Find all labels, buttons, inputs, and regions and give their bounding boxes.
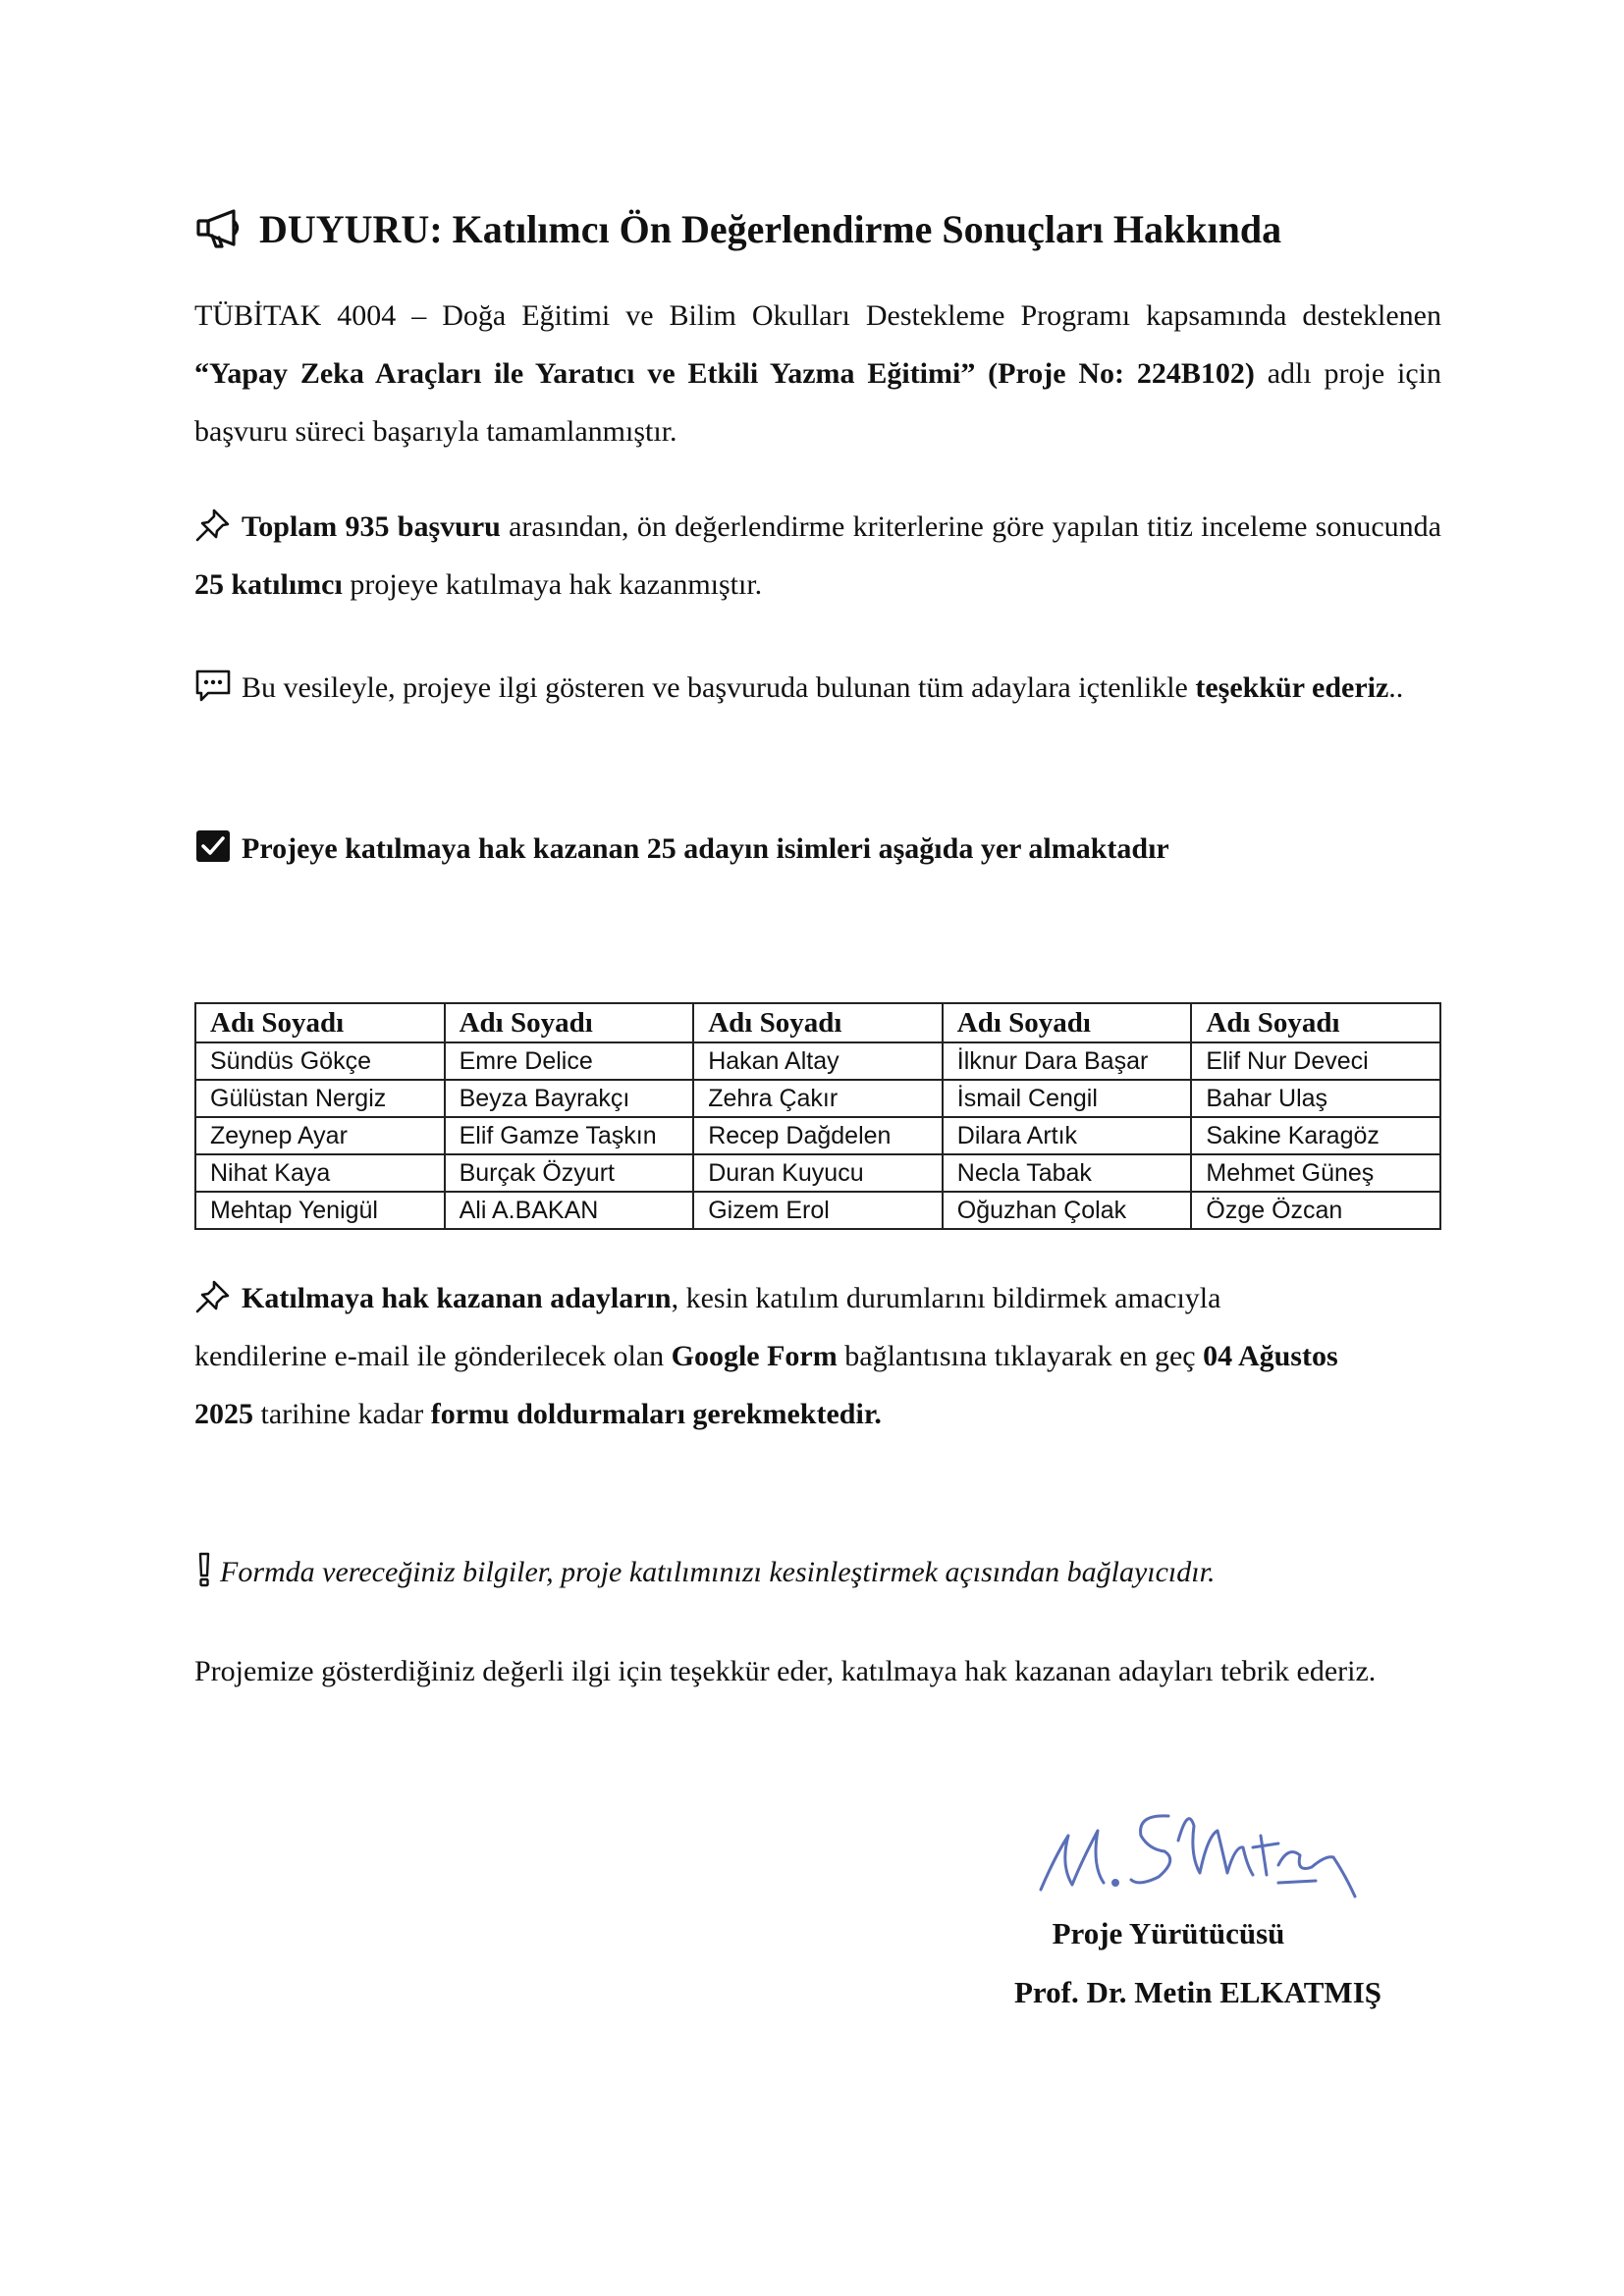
participants-table [194, 1002, 1441, 1230]
participant-name: Hakan Altay [693, 1042, 943, 1080]
participant-name: Burçak Özyurt [445, 1154, 694, 1192]
thanks-bold: teşekkür ederiz [1195, 671, 1389, 704]
participant-name: İsmail Cengil [943, 1080, 1192, 1117]
thanks-text-1: Bu vesileyle, projeye ilgi gösteren ve başvuruda bulunan tüm adaylara içtenlikle [242, 671, 1196, 704]
intro-paragraph [194, 287, 1441, 460]
participant-name: Necla Tabak [943, 1154, 1192, 1192]
participant-name: Oğuzhan Çolak [943, 1192, 1192, 1229]
table-row [195, 1042, 1440, 1080]
form-text-3: tarihine kadar [253, 1398, 431, 1430]
participant-name: Elif Nur Deveci [1191, 1042, 1440, 1080]
thanks-text-2: .. [1388, 671, 1404, 704]
participant-name: Beyza Bayrakçı [445, 1080, 694, 1117]
table-header-row [195, 1003, 1440, 1042]
table-row [195, 1117, 1440, 1154]
column-header: Adı Soyadı [943, 1003, 1192, 1042]
eligible-candidates: Katılmaya hak kazanan adayların [242, 1282, 672, 1314]
participant-name: Recep Dağdelen [693, 1117, 943, 1154]
note-text: Formda vereceğiniz bilgiler, proje katılımınızı kesinleştirmek açısından bağlayıcıdır. [220, 1556, 1216, 1588]
participant-name: Nihat Kaya [195, 1154, 445, 1192]
closing-paragraph [194, 1642, 1441, 1700]
megaphone-icon [194, 207, 249, 250]
form-paragraph [194, 1269, 1353, 1443]
participant-name: Zeynep Ayar [195, 1117, 445, 1154]
stats-text-1: arasından, ön değerlendirme kriterlerine göre yapılan titiz inceleme sonucunda [500, 510, 1441, 543]
participant-count: 25 katılımcı [194, 568, 343, 601]
form-text-2: bağlantısına tıklayarak en geç [837, 1340, 1204, 1372]
pushpin-icon [194, 507, 232, 542]
form-requirement: formu doldurmaları gerekmektedir. [430, 1398, 882, 1430]
column-header: Adı Soyadı [693, 1003, 943, 1042]
participant-name: Zehra Çakır [693, 1080, 943, 1117]
project-name: “Yapay Zeka Araçları ile Yaratıcı ve Etkili Yazma Eğitimi” (Proje No: 224B102) [194, 357, 1255, 390]
checkbox-icon [194, 828, 232, 864]
speech-bubble-icon [194, 667, 232, 703]
table-row [195, 1154, 1440, 1192]
list-heading-text: Projeye katılmaya hak kazanan 25 adayın isimleri aşağıda yer almaktadır [242, 832, 1169, 865]
form-text-1: , kesin katılım durumlarını bildirmek amacıyla kendilerine e-mail ile gönderilecek olan [194, 1282, 1221, 1372]
participant-name: Elif Gamze Taşkın [445, 1117, 694, 1154]
google-form-label: Google Form [671, 1340, 838, 1372]
list-heading [194, 820, 1441, 878]
deadline-date: 04 Ağustos 2025 [194, 1340, 1338, 1430]
intro-text-1: TÜBİTAK 4004 – Doğa Eğitimi ve Bilim Okulları Destekleme Programı kapsamında desteklenen [194, 299, 1441, 332]
column-header: Adı Soyadı [1191, 1003, 1440, 1042]
participant-name: İlknur Dara Başar [943, 1042, 1192, 1080]
column-header: Adı Soyadı [445, 1003, 694, 1042]
note-paragraph [194, 1543, 1441, 1601]
pushpin-icon [194, 1278, 232, 1313]
participant-name: Dilara Artık [943, 1117, 1192, 1154]
participant-name: Sakine Karagöz [1191, 1117, 1440, 1154]
participant-name: Gizem Erol [693, 1192, 943, 1229]
signature-name: Prof. Dr. Metin ELKATMIŞ [1014, 1975, 1381, 2009]
table-row [195, 1080, 1440, 1117]
table-row [195, 1192, 1440, 1229]
title-text: DUYURU: Katılımcı Ön Değerlendirme Sonuçları Hakkında [259, 206, 1282, 251]
stats-paragraph [194, 498, 1441, 614]
participant-name: Mehtap Yenigül [195, 1192, 445, 1229]
announcement-title [194, 199, 1441, 258]
stats-text-2: projeye katılmaya hak kazanmıştır. [342, 568, 763, 601]
signature-role: Proje Yürütücüsü [1052, 1916, 1285, 1950]
participant-name: Ali A.BAKAN [445, 1192, 694, 1229]
participant-name: Duran Kuyucu [693, 1154, 943, 1192]
exclamation-icon [194, 1552, 214, 1587]
participant-name: Özge Özcan [1191, 1192, 1440, 1229]
total-applications: Toplam 935 başvuru [242, 510, 501, 543]
participant-name: Gülüstan Nergiz [195, 1080, 445, 1117]
signature-image [1021, 1787, 1375, 1904]
participant-name: Emre Delice [445, 1042, 694, 1080]
column-header: Adı Soyadı [195, 1003, 445, 1042]
intro-text-2: adlı proje için başvuru süreci başarıyla tamamlanmıştır. [194, 357, 1441, 448]
participant-name: Bahar Ulaş [1191, 1080, 1440, 1117]
participant-name: Mehmet Güneş [1191, 1154, 1440, 1192]
participant-name: Sündüs Gökçe [195, 1042, 445, 1080]
closing-text: Projemize gösterdiğiniz değerli ilgi için teşekkür eder, katılmaya hak kazanan adayları tebrik ederiz. [194, 1655, 1377, 1687]
thanks-paragraph [194, 659, 1441, 717]
